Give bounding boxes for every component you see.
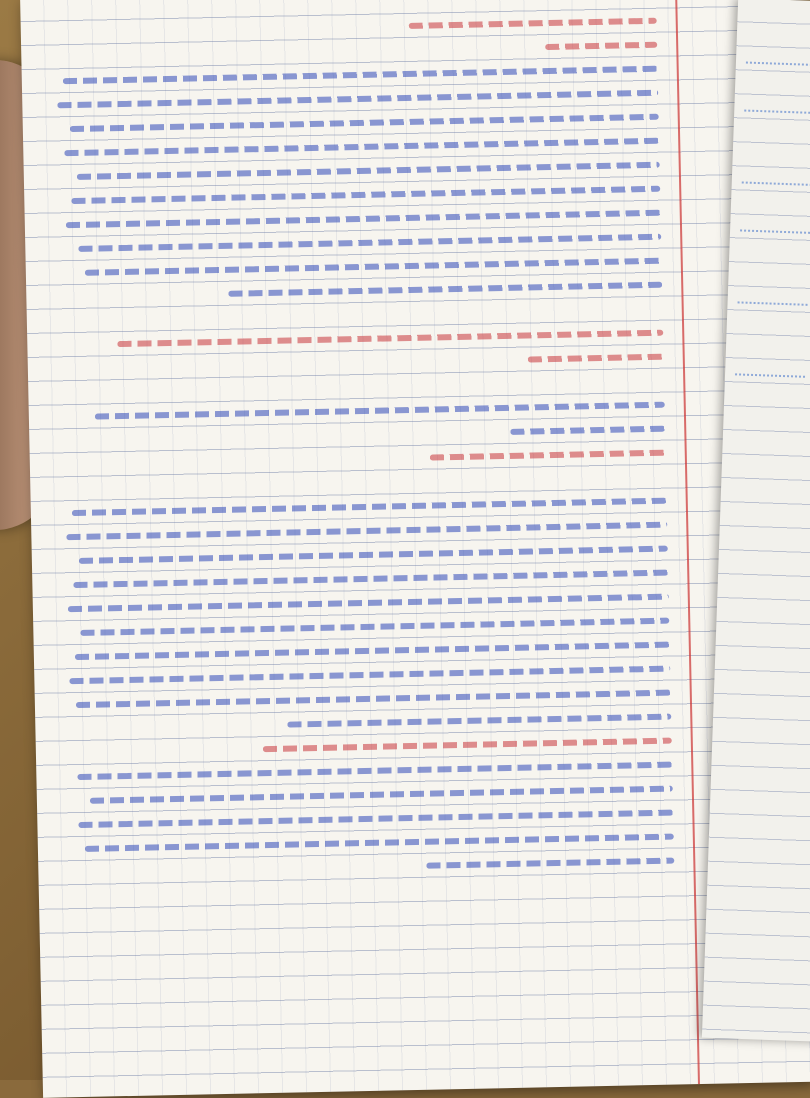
notebook-page bbox=[20, 0, 810, 1098]
handwritten-content bbox=[44, 0, 682, 885]
side-page-writing bbox=[746, 59, 810, 66]
side-page-writing bbox=[742, 178, 810, 185]
side-page-writing bbox=[735, 370, 805, 377]
side-page-writing bbox=[740, 226, 810, 233]
side-page-writing bbox=[738, 298, 808, 305]
side-page-writing bbox=[744, 107, 810, 114]
red-margin-line bbox=[675, 0, 700, 1084]
